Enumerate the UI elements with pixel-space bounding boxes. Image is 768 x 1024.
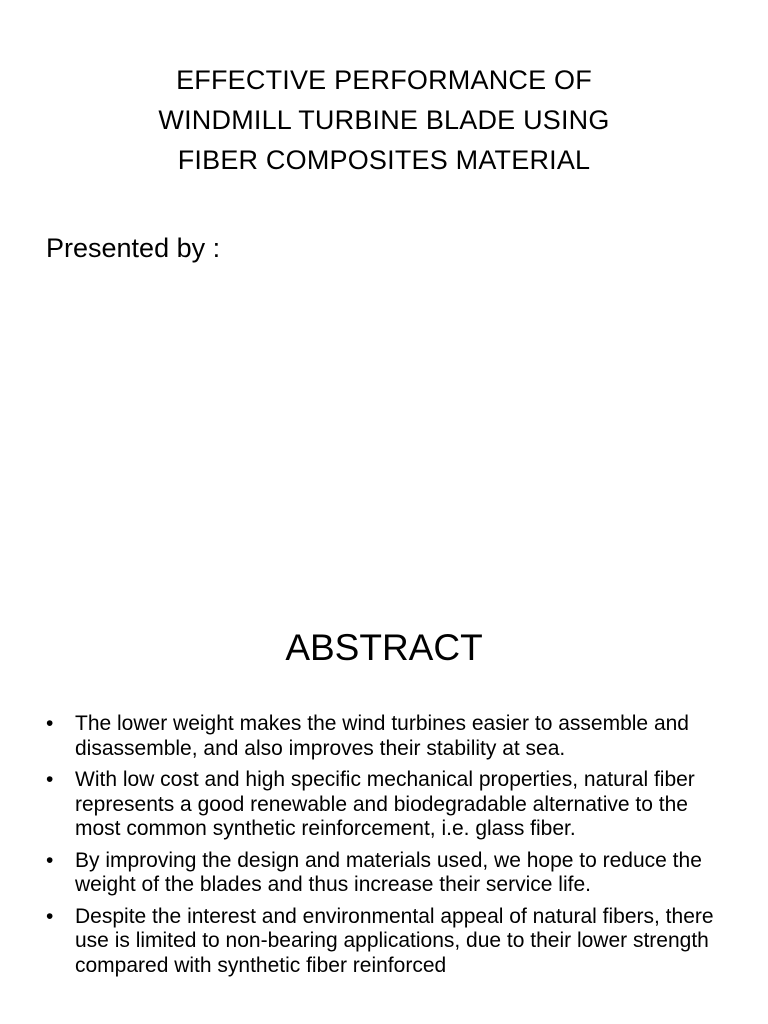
bullet-text: With low cost and high specific mechanical properties, natural fiber represents a good renewable and biodegradable alternative to the most common synthetic reinforcement, i.e. glass fiber. (75, 768, 695, 840)
list-item (46, 768, 736, 842)
list-item (46, 849, 736, 898)
bullet-icon: • (46, 848, 54, 872)
presentation-title (60, 60, 708, 180)
bullet-text: The lower weight makes the wind turbines easier to assemble and disassemble, and also improves their stability at sea. (75, 712, 689, 760)
bullet-text: Despite the interest and environmental appeal of natural fibers, there use is limited to non-bearing applications, due to their lower strength compared with synthetic fiber reinforced (75, 904, 714, 977)
list-item (46, 712, 736, 761)
presented-by-label: Presented by : (46, 233, 221, 263)
bullet-icon: • (46, 904, 54, 928)
title-line-1: EFFECTIVE PERFORMANCE OF (176, 65, 592, 95)
abstract-bullet-list (46, 712, 736, 985)
bullet-text: By improving the design and materials used, we hope to reduce the weight of the blades and thus increase their service life. (75, 848, 702, 896)
bullet-icon: • (46, 712, 54, 735)
abstract-heading: ABSTRACT (285, 627, 483, 668)
title-line-2: WINDMILL TURBINE BLADE USING (158, 105, 610, 135)
title-line-3: FIBER COMPOSITES MATERIAL (177, 145, 591, 175)
list-item (46, 905, 736, 979)
bullet-icon: • (46, 768, 54, 791)
